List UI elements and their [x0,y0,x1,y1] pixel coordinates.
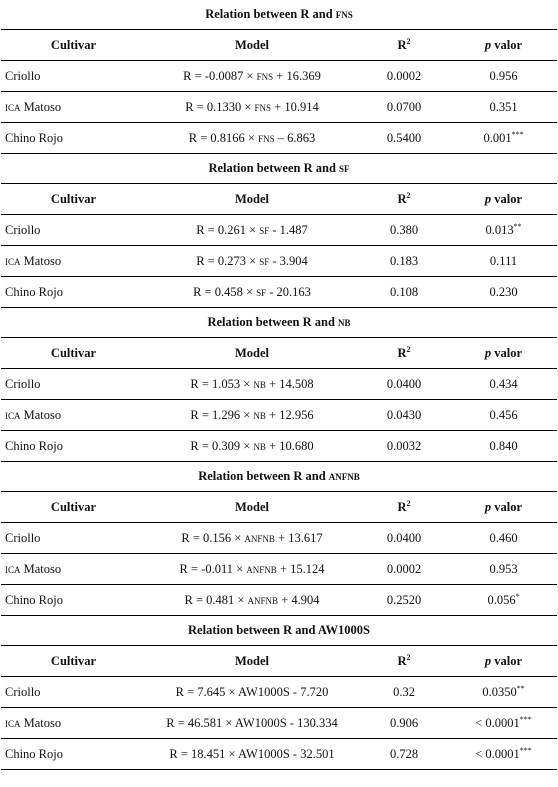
header-r-exponent: 2 [406,498,411,508]
table-row [1,92,557,123]
r-squared-cell: 0.0002 [358,554,450,585]
p-value-cell [450,246,557,277]
table-row [1,585,557,616]
header-r-base: R [397,37,407,52]
model-cell [146,369,358,400]
r-squared-cell: 0.0032 [358,431,450,462]
header-r-base: R [397,191,407,206]
cultivar-name: Matoso [20,715,62,730]
cultivar-abbrev: ica [5,561,21,576]
cultivar-name: Matoso [20,407,62,422]
header-p-rest: valor [491,653,523,668]
section-title-variable: fns [335,7,353,21]
cultivar-name: Chino Rojo [5,130,63,145]
header-p-italic: p [484,499,492,514]
model-suffix: - 3.904 [269,253,308,268]
model-suffix: - 1.487 [269,222,308,237]
p-value: 0.956 [489,68,518,83]
model-prefix: R = -0.011 × [179,561,247,576]
section-title [1,462,557,492]
p-value: 0.111 [489,253,518,268]
model-variable: nb [253,376,266,391]
model-variable: sf [259,222,270,237]
header-p-rest: valor [491,37,523,52]
section-title-row [1,308,557,338]
header-r-squared [358,184,450,215]
r-squared-cell: 0.32 [358,677,450,708]
section-title [1,308,557,338]
model-cell [146,677,358,708]
section-title-variable: nb [338,315,351,329]
model-cell [146,400,358,431]
cultivar-name: Matoso [20,99,62,114]
header-p-italic: p [484,653,492,668]
model-suffix: + 14.508 [265,376,314,391]
model-variable: fns [256,68,274,83]
r-squared-cell: 0.0700 [358,92,450,123]
model-prefix: R = 0.273 × [196,253,260,268]
section-title [1,154,557,184]
cultivar-name: Criollo [5,530,41,545]
cultivar-name: Chino Rojo [5,284,63,299]
header-cultivar: Cultivar [1,338,146,369]
significance-stars: ** [516,683,525,693]
header-p-italic: p [484,191,492,206]
cultivar-cell [1,585,146,616]
model-cell [146,123,358,154]
model-variable: fns [258,130,275,145]
cultivar-cell [1,123,146,154]
header-r-exponent: 2 [406,36,411,46]
cultivar-cell [1,215,146,246]
table-row [1,277,557,308]
header-p-value [450,338,557,369]
table-row [1,431,557,462]
r-squared-cell: 0.108 [358,277,450,308]
model-prefix: R = 18.451 × AW1000S - 32.501 [169,746,335,761]
column-header-row [1,338,557,369]
p-value: 0.456 [489,407,518,422]
header-model: Model [146,338,358,369]
model-prefix: R = 0.309 × [190,438,254,453]
section-title-prefix: Relation between R and [205,7,336,21]
cultivar-cell [1,554,146,585]
model-suffix: - 20.163 [266,284,311,299]
header-p-italic: p [484,345,492,360]
section-title-row [1,616,557,646]
model-cell [146,277,358,308]
section-title-row [1,154,557,184]
model-prefix: R = 46.581 × AW1000S - 130.334 [166,715,338,730]
cultivar-name: Chino Rojo [5,438,63,453]
header-p-value [450,492,557,523]
header-model: Model [146,184,358,215]
header-r-exponent: 2 [406,190,411,200]
model-cell [146,739,358,770]
header-r-exponent: 2 [406,344,411,354]
r-squared-cell: 0.906 [358,708,450,739]
p-value-cell [450,400,557,431]
header-p-value [450,30,557,61]
model-variable: anfnb [244,530,275,545]
model-suffix: + 13.617 [274,530,323,545]
header-p-rest: valor [491,345,523,360]
significance-stars: *** [519,745,532,755]
model-cell [146,523,358,554]
cultivar-abbrev: ica [5,253,21,268]
header-p-rest: valor [491,499,523,514]
model-prefix: R = 0.261 × [196,222,260,237]
r-squared-cell: 0.0430 [358,400,450,431]
p-value-cell [450,277,557,308]
r-squared-cell: 0.380 [358,215,450,246]
cultivar-name: Chino Rojo [5,592,63,607]
p-value: 0.056 [487,592,516,607]
cultivar-cell [1,523,146,554]
model-suffix: + 16.369 [273,68,321,83]
p-value: 0.434 [489,376,518,391]
cultivar-cell [1,369,146,400]
model-variable: nb [253,438,266,453]
cultivar-name: Matoso [20,253,62,268]
p-value: 0.351 [489,99,518,114]
cultivar-name: Criollo [5,222,41,237]
table-row [1,677,557,708]
model-cell [146,585,358,616]
cultivar-name: Criollo [5,684,41,699]
header-r-squared [358,338,450,369]
regression-table-body [1,0,557,770]
p-value: 0.840 [489,438,518,453]
model-suffix: + 15.124 [276,561,325,576]
table-row [1,215,557,246]
model-suffix: – 6.863 [274,130,316,145]
table-row [1,61,557,92]
header-cultivar: Cultivar [1,492,146,523]
p-value-cell [450,369,557,400]
significance-stars: * [515,591,520,601]
section-title-prefix: Relation between R and [208,161,340,175]
column-header-row [1,646,557,677]
p-value: < 0.0001 [475,715,520,730]
header-model: Model [146,492,358,523]
p-value-cell [450,523,557,554]
regression-table [1,0,557,770]
table-row [1,369,557,400]
p-value-cell [450,677,557,708]
column-header-row [1,184,557,215]
model-prefix: R = 1.053 × [190,376,254,391]
model-prefix: R = 1.296 × [190,407,254,422]
model-cell [146,246,358,277]
header-r-squared [358,30,450,61]
model-prefix: R = 0.156 × [181,530,245,545]
table-row [1,246,557,277]
model-prefix: R = 0.8166 × [188,130,259,145]
model-variable: nb [253,407,266,422]
header-p-italic: p [484,37,492,52]
section-title [1,616,557,646]
cultivar-cell [1,92,146,123]
section-title-prefix: Relation between R and AW1000S [188,623,370,637]
column-header-row [1,492,557,523]
p-value-cell [450,431,557,462]
significance-stars: ** [513,221,522,231]
model-variable: anfnb [246,561,277,576]
p-value: 0.0350 [482,684,517,699]
p-value: 0.013 [485,222,514,237]
p-value-cell [450,61,557,92]
model-variable: sf [259,253,270,268]
header-cultivar: Cultivar [1,184,146,215]
model-prefix: R = 0.481 × [184,592,248,607]
model-prefix: R = -0.0087 × [183,68,257,83]
model-variable: anfnb [247,592,279,607]
table-row [1,554,557,585]
section-title-row [1,462,557,492]
model-suffix: + 4.904 [278,592,320,607]
model-cell [146,92,358,123]
section-title [1,0,557,30]
model-suffix: + 10.914 [271,99,319,114]
header-cultivar: Cultivar [1,30,146,61]
header-r-base: R [397,345,407,360]
table-row [1,739,557,770]
p-value-cell [450,585,557,616]
model-prefix: R = 0.458 × [193,284,257,299]
header-p-value [450,646,557,677]
p-value: 0.953 [489,561,518,576]
header-cultivar: Cultivar [1,646,146,677]
header-model: Model [146,646,358,677]
header-r-squared [358,492,450,523]
p-value-cell [450,92,557,123]
r-squared-cell: 0.5400 [358,123,450,154]
p-value-cell [450,739,557,770]
p-value: 0.001 [483,130,512,145]
model-cell [146,215,358,246]
section-title-prefix: Relation between R and [198,469,329,483]
section-title-row [1,0,557,30]
column-header-row [1,30,557,61]
header-r-squared [358,646,450,677]
table-row [1,123,557,154]
header-p-value [450,184,557,215]
p-value: 0.230 [489,284,518,299]
header-model: Model [146,30,358,61]
table-row [1,708,557,739]
p-value-cell [450,215,557,246]
r-squared-cell: 0.0400 [358,369,450,400]
p-value-cell [450,554,557,585]
model-suffix: + 10.680 [265,438,314,453]
model-suffix: + 12.956 [265,407,314,422]
model-cell [146,708,358,739]
cultivar-name: Criollo [5,376,41,391]
cultivar-cell [1,431,146,462]
model-variable: sf [256,284,267,299]
cultivar-abbrev: ica [5,99,21,114]
cultivar-cell [1,277,146,308]
r-squared-cell: 0.728 [358,739,450,770]
cultivar-cell [1,246,146,277]
r-squared-cell: 0.0400 [358,523,450,554]
cultivar-abbrev: ica [5,407,21,422]
p-value: 0.460 [489,530,518,545]
significance-stars: *** [511,129,524,139]
header-p-rest: valor [491,191,523,206]
header-r-exponent: 2 [406,652,411,662]
model-variable: fns [254,99,272,114]
r-squared-cell: 0.2520 [358,585,450,616]
model-cell [146,554,358,585]
model-cell [146,61,358,92]
cultivar-cell [1,708,146,739]
p-value-cell [450,708,557,739]
model-cell [146,431,358,462]
cultivar-name: Matoso [20,561,62,576]
p-value: < 0.0001 [475,746,520,761]
model-prefix: R = 0.1330 × [185,99,255,114]
cultivar-cell [1,400,146,431]
header-r-base: R [397,499,407,514]
p-value-cell [450,123,557,154]
cultivar-name: Criollo [5,68,41,83]
r-squared-cell: 0.183 [358,246,450,277]
section-title-variable: anfnb [328,469,360,483]
r-squared-cell: 0.0002 [358,61,450,92]
section-title-variable: sf [339,161,350,175]
model-prefix: R = 7.645 × AW1000S - 7.720 [175,684,329,699]
cultivar-name: Chino Rojo [5,746,63,761]
section-title-prefix: Relation between R and [207,315,339,329]
header-r-base: R [397,653,407,668]
cultivar-cell [1,739,146,770]
significance-stars: *** [519,714,532,724]
cultivar-abbrev: ica [5,715,21,730]
table-row [1,523,557,554]
table-row [1,400,557,431]
cultivar-cell [1,677,146,708]
cultivar-cell [1,61,146,92]
